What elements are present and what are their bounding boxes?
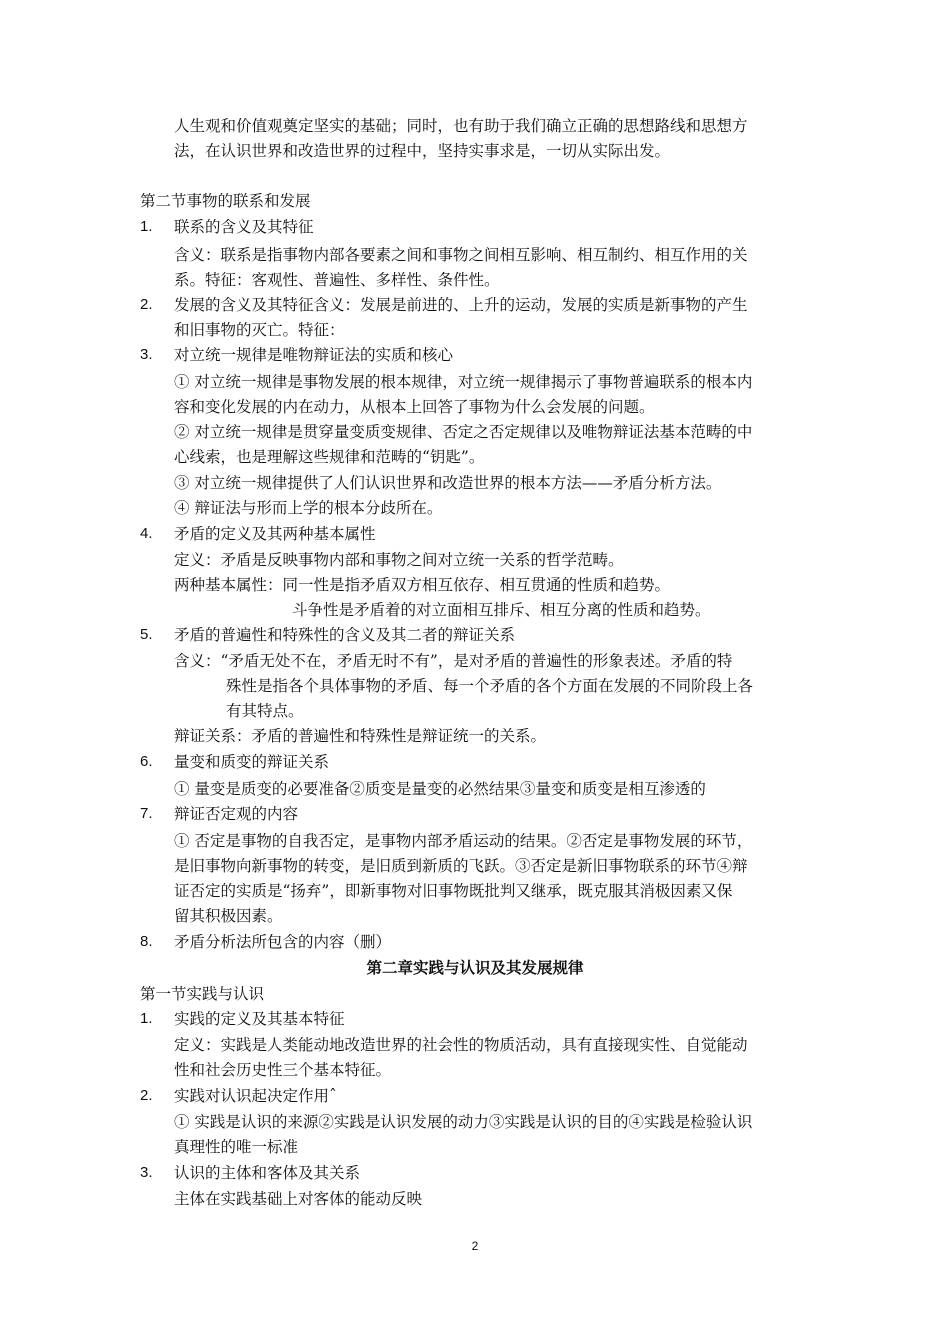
list-item-body: ① 实践是认识的来源②实践是认识发展的动力③实践是认识的目的④实践是检验认识 bbox=[174, 1113, 753, 1131]
section-heading: 第一节实践与认识 bbox=[140, 985, 265, 1003]
list-item-body: ③ 对立统一规律提供了人们认识世界和改造世界的根本方法——矛盾分析方法。 bbox=[174, 474, 722, 492]
list-item-body: 定义：矛盾是反映事物内部和事物之间对立统一关系的哲学范畴。 bbox=[174, 551, 624, 569]
list-item-body: 真理性的唯一标准 bbox=[174, 1138, 299, 1156]
list-item-body: 有其特点。 bbox=[226, 702, 304, 720]
list-item-body: ① 否定是事物的自我否定，是事物内部矛盾运动的结果。②否定是事物发展的环节， bbox=[174, 832, 753, 850]
list-item-title: 对立统一规律是唯物辩证法的实质和核心 bbox=[174, 346, 454, 364]
list-number: 5. bbox=[140, 626, 153, 643]
list-number: 3. bbox=[140, 346, 153, 363]
list-number: 1. bbox=[140, 1010, 153, 1027]
list-item-body: 和旧事物的灭亡。特征： bbox=[174, 321, 345, 339]
list-item-body: 两种基本属性：同一性是指矛盾双方相互依存、相互贯通的性质和趋势。 bbox=[174, 576, 671, 594]
list-item-title: 辩证否定观的内容 bbox=[174, 805, 299, 823]
list-item-title: 矛盾的定义及其两种基本属性 bbox=[174, 525, 376, 543]
list-item-title: 联系的含义及其特征 bbox=[174, 218, 314, 236]
list-item-title: 认识的主体和客体及其关系 bbox=[174, 1164, 361, 1182]
list-item-body: 证否定的实质是“扬弃”，即新事物对旧事物既批判又继承，既克服其消极因素又保 bbox=[174, 882, 733, 900]
list-item-body: 系。特征：客观性、普遍性、多样性、条件性。 bbox=[174, 271, 500, 289]
list-number: 7. bbox=[140, 805, 153, 822]
list-item-body: ① 量变是质变的必要准备②质变是量变的必然结果③量变和质变是相互渗透的 bbox=[174, 780, 706, 798]
list-item-body: 心线索，也是理解这些规律和范畴的“钥匙”。 bbox=[174, 448, 485, 466]
list-item-body: ④ 辩证法与形而上学的根本分歧所在。 bbox=[174, 499, 443, 517]
list-item-body: 留其积极因素。 bbox=[174, 907, 283, 925]
list-item-title: 发展的含义及其特征含义：发展是前进的、上升的运动，发展的实质是新事物的产生 bbox=[174, 296, 748, 314]
list-item-body: 殊性是指各个具体事物的矛盾、每一个矛盾的各个方面在发展的不同阶段上各 bbox=[226, 677, 754, 695]
list-item-title: 矛盾分析法所包含的内容（删） bbox=[174, 933, 392, 951]
list-item-body: 含义：“矛盾无处不在，矛盾无时不有”，是对矛盾的普遍性的形象表述。矛盾的特 bbox=[174, 652, 733, 670]
intro-line: 法，在认识世界和改造世界的过程中，坚持实事求是，一切从实际出发。 bbox=[174, 142, 671, 160]
list-number: 2. bbox=[140, 1087, 153, 1104]
list-number: 2. bbox=[140, 296, 153, 313]
list-number: 8. bbox=[140, 933, 153, 950]
list-number: 6. bbox=[140, 753, 153, 770]
list-item-title: 实践的定义及其基本特征 bbox=[174, 1010, 345, 1028]
list-number: 4. bbox=[140, 525, 153, 542]
list-item-body: 辩证关系：矛盾的普遍性和特殊性是辩证统一的关系。 bbox=[174, 727, 547, 745]
section-heading: 第二节事物的联系和发展 bbox=[140, 192, 311, 210]
list-item-body: ② 对立统一规律是贯穿量变质变规律、否定之否定规律以及唯物辩证法基本范畴的中 bbox=[174, 423, 753, 441]
list-item-body: 容和变化发展的内在动力，从根本上回答了事物为什么会发展的问题。 bbox=[174, 398, 655, 416]
list-item-body: ① 对立统一规律是事物发展的根本规律，对立统一规律揭示了事物普遍联系的根本内 bbox=[174, 373, 753, 391]
list-item-title: 量变和质变的辩证关系 bbox=[174, 753, 330, 771]
list-item-body: 斗争性是矛盾着的对立面相互排斥、相互分离的性质和趋势。 bbox=[292, 601, 711, 619]
list-number: 3. bbox=[140, 1164, 153, 1181]
list-item-title: 实践对认识起决定作用ˆ bbox=[174, 1087, 337, 1105]
list-number: 1. bbox=[140, 218, 153, 235]
list-item-body: 定义：实践是人类能动地改造世界的社会性的物质活动，具有直接现实性、自觉能动 bbox=[174, 1036, 748, 1054]
list-item-body: 性和社会历史性三个基本特征。 bbox=[174, 1061, 392, 1079]
page-number: 2 bbox=[471, 1239, 479, 1253]
list-item-body: 主体在实践基础上对客体的能动反映 bbox=[174, 1190, 423, 1208]
list-item-body: 含义：联系是指事物内部各要素之间和事物之间相互影响、相互制约、相互作用的关 bbox=[174, 246, 748, 264]
chapter-title: 第二章实践与认识及其发展规律 bbox=[366, 959, 584, 977]
list-item-body: 是旧事物向新事物的转变，是旧质到新质的飞跃。③否定是新旧事物联系的环节④辩 bbox=[174, 857, 748, 875]
intro-line: 人生观和价值观奠定坚实的基础；同时，也有助于我们确立正确的思想路线和思想方 bbox=[174, 117, 748, 135]
list-item-title: 矛盾的普遍性和特殊性的含义及其二者的辩证关系 bbox=[174, 626, 516, 644]
